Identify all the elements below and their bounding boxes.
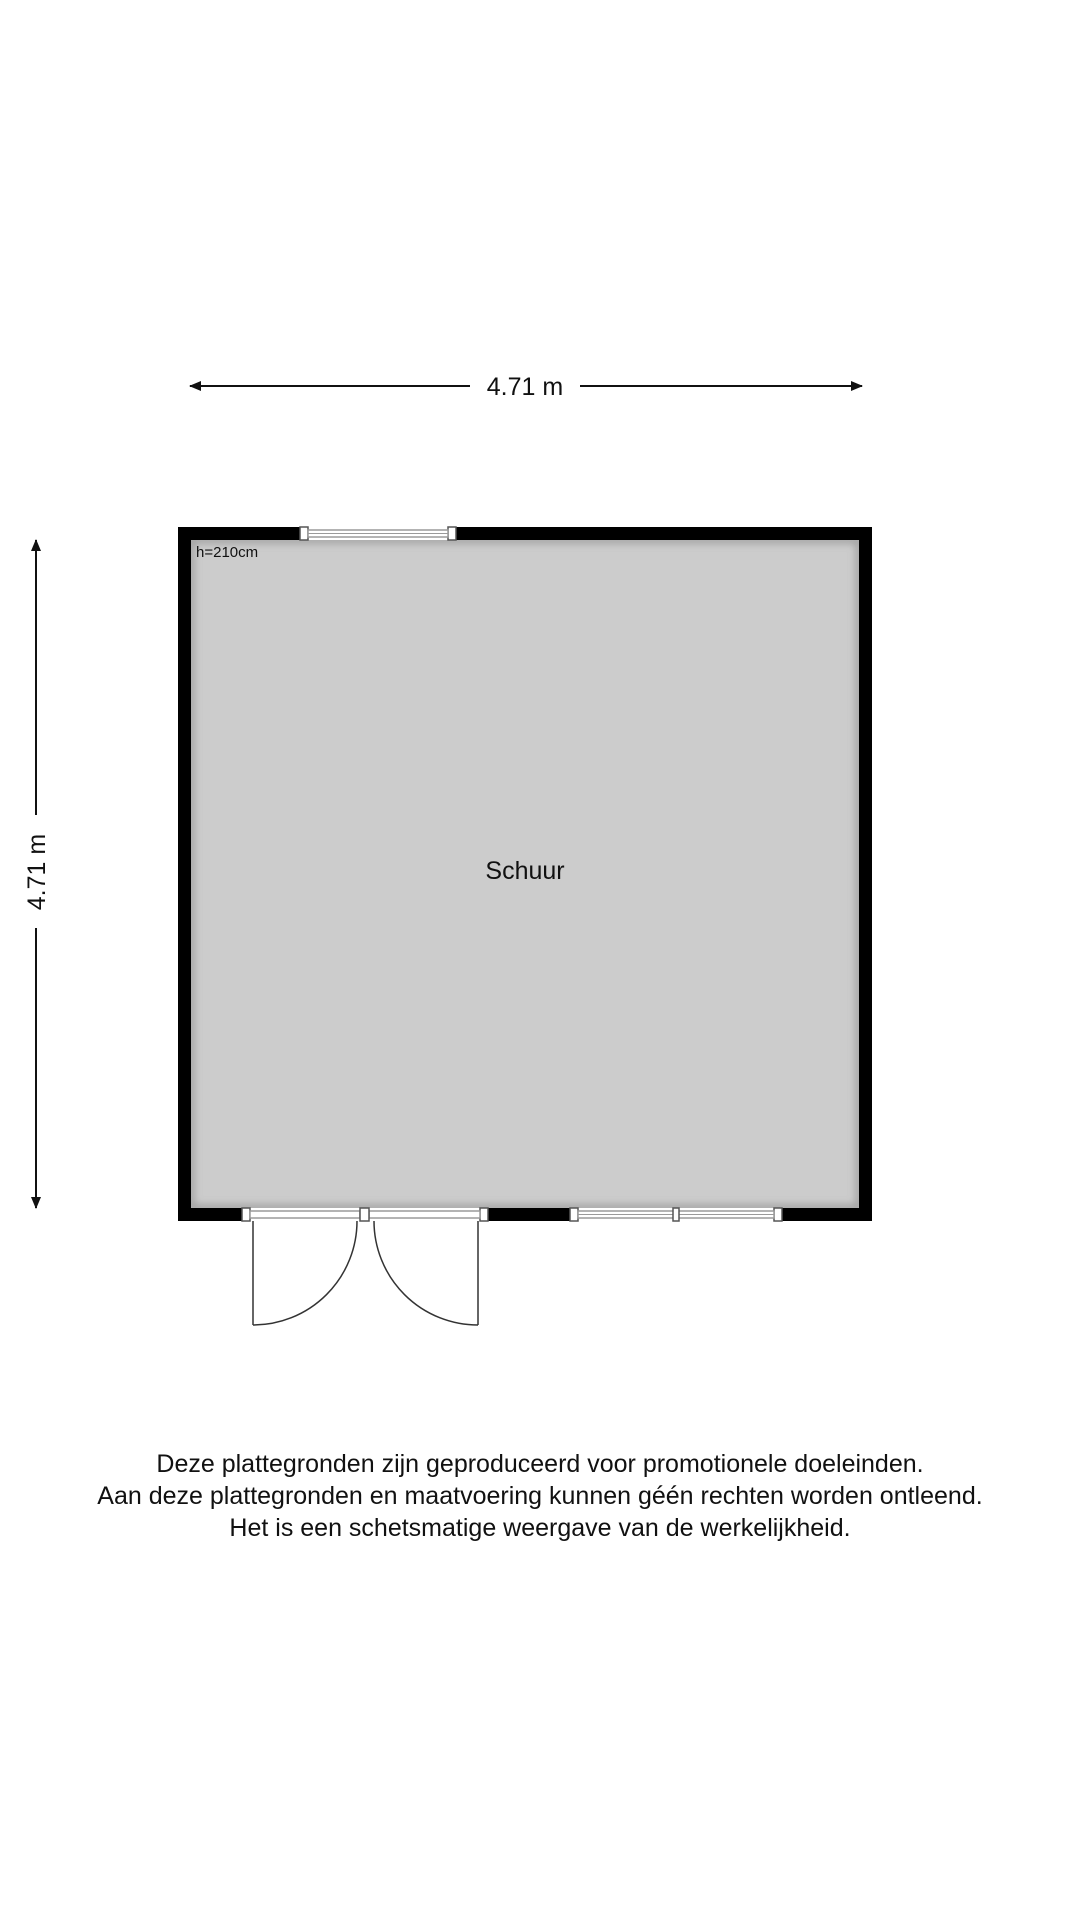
door-right [374, 1221, 478, 1325]
room-height-label: h=210cm [196, 544, 259, 561]
disclaimer-line: Het is een schetsmatige weergave van de werkelijkheid. [229, 1514, 851, 1542]
window-bottom [570, 1208, 782, 1221]
depth-dimension [23, 540, 51, 1208]
width-dimension-label: 4.71 m [486, 373, 564, 401]
door-left [253, 1221, 357, 1325]
door-opening [242, 1208, 488, 1221]
disclaimer-line: Deze plattegronden zijn geproduceerd voor promotionele doeleinden. [156, 1450, 924, 1478]
disclaimer [0, 1448, 1080, 1544]
window-top [300, 527, 456, 540]
room-name-label: Schuur [485, 857, 565, 885]
disclaimer-line: Aan deze plattegronden en maatvoering kunnen géén rechten worden ontleend. [97, 1482, 983, 1510]
depth-dimension-label: 4.71 m [23, 833, 51, 911]
width-dimension [190, 373, 862, 401]
